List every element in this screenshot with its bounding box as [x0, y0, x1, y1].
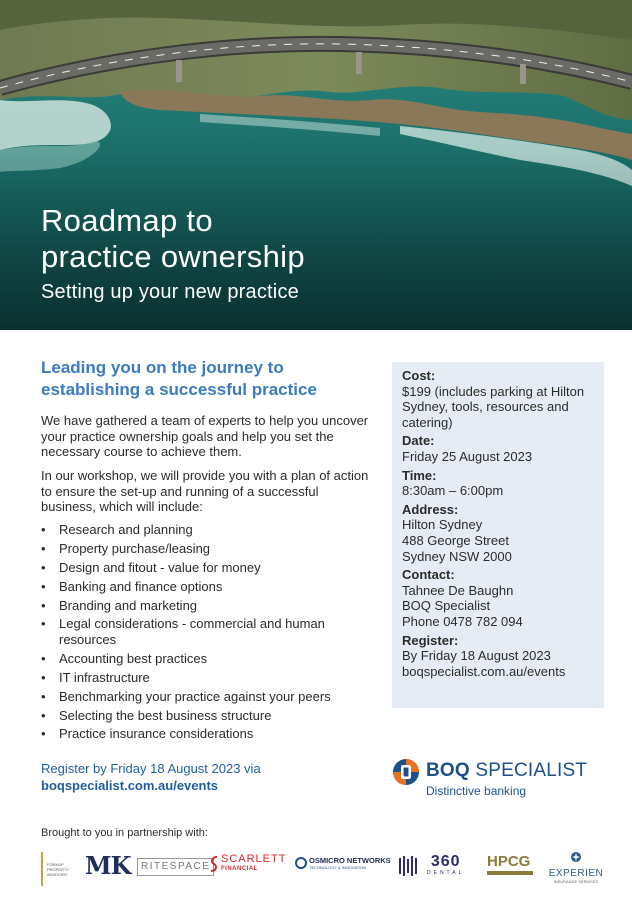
section-heading: Leading you on the journey to establishing a successful practice: [41, 358, 317, 399]
address-line-1: Hilton Sydney: [402, 517, 483, 533]
register-url-link[interactable]: boqspecialist.com.au/events: [402, 663, 566, 679]
list-item: • Banking and finance options: [41, 579, 371, 595]
topics-list: [41, 522, 371, 745]
time-label: Time:: [402, 467, 437, 483]
contact-name: Tahnee De Baughn: [402, 582, 514, 598]
title-line-1: Roadmap to: [41, 203, 213, 238]
boq-wordmark-bold: BOQ: [426, 760, 470, 781]
contact-label: Contact:: [402, 567, 455, 583]
experien-star-icon: [570, 851, 582, 863]
osmicro-mark-icon: [295, 857, 307, 869]
partners-label: Brought to you in partnership with:: [41, 827, 208, 839]
address-line-2: 488 George Street: [402, 532, 509, 548]
list-item: • Property purchase/leasing: [41, 541, 371, 557]
time-value: 8:30am – 6:00pm: [402, 483, 504, 499]
list-item: • Design and fitout - value for money: [41, 560, 371, 576]
partner-logos: [41, 848, 611, 888]
partner-logo-360-dental: [427, 854, 464, 877]
scarlett-mark-icon: [209, 855, 219, 873]
partner-logo-osmicro-sub: TECHNOLOGY & INNOVATION: [309, 865, 367, 870]
partner-logo-mk: MK: [85, 851, 131, 880]
list-item: • Legal considerations - commercial and human resources: [41, 616, 371, 647]
partner-logo-ritespace: RITESPACE: [137, 858, 214, 876]
hero-banner: [0, 0, 632, 330]
event-info-box: [392, 362, 604, 708]
partner-logo-osmicro: [295, 856, 391, 870]
address-label: Address:: [402, 501, 459, 517]
list-item: • Practice insurance considerations: [41, 726, 371, 742]
partner-logo-360-name: 360: [430, 853, 461, 870]
partner-logo-hpcg-name: HPCG: [487, 853, 531, 870]
cost-label: Cost:: [402, 368, 436, 383]
list-item: • Research and planning: [41, 522, 371, 538]
register-link[interactable]: boqspecialist.com.au/events: [41, 778, 219, 793]
boq-specialist-logo: [392, 757, 612, 799]
partner-logo-osmicro-name: OSMICRO NETWORKS: [309, 856, 391, 865]
partner-logo-forkup-text: FORKUP PROPERTY ADVISORY: [47, 862, 69, 877]
list-item: • IT infrastructure: [41, 670, 371, 686]
boq-emblem-icon: [392, 758, 420, 786]
boq-tagline: Distinctive banking: [426, 784, 527, 798]
boq-wordmark: [426, 759, 587, 783]
date-label: Date:: [402, 433, 435, 449]
intro-paragraph-1: We have gathered a team of experts to help you uncover your practice ownership goals and help you set the necessary course to achieve them.: [41, 413, 369, 459]
contact-phone[interactable]: Phone 0478 782 094: [402, 613, 523, 629]
partner-logo-experien-name: EXPERIEN: [548, 868, 604, 879]
cost-value: $199 (includes parking at Hilton Sydney, tools, resources and catering): [402, 383, 585, 430]
partner-logo-scarlett-name: SCARLETT: [221, 853, 287, 865]
partner-logo-scarlett-sub: FINANCIAL: [221, 866, 258, 872]
register-cta-text: Register by Friday 18 August 2023 via: [41, 761, 261, 776]
register-label: Register:: [402, 632, 459, 648]
partner-logo-experien-sub: INSURANCE SERVICES: [553, 879, 599, 884]
date-value: Friday 25 August 2023: [402, 448, 533, 464]
partner-logo-forkup: [41, 852, 81, 886]
list-item: • Branding and marketing: [41, 598, 371, 614]
partner-logo-scarlett: [209, 854, 286, 873]
register-deadline: By Friday 18 August 2023: [402, 648, 551, 664]
boq-wordmark-rest: SPECIALIST: [469, 760, 588, 781]
partner-logo-experien: [545, 850, 607, 884]
list-item: • Selecting the best business structure: [41, 708, 371, 724]
title-line-2: practice ownership: [41, 239, 305, 274]
register-cta: [41, 760, 371, 794]
partner-bars-icon: [399, 856, 417, 876]
partner-logo-360-sub: DENTAL: [427, 870, 465, 876]
intro-paragraph-2: In our workshop, we will provide you with a plan of action to ensure the set-up and running of a successful business, which will include:: [41, 468, 369, 514]
page-title: [41, 203, 305, 275]
address-line-3: Sydney NSW 2000: [402, 548, 512, 564]
partner-logo-hpcg: [487, 854, 533, 875]
page-subtitle: Setting up your new practice: [41, 281, 299, 303]
list-item: • Benchmarking your practice against your peers: [41, 689, 371, 705]
contact-org: BOQ Specialist: [402, 598, 491, 614]
list-item: • Accounting best practices: [41, 651, 371, 667]
